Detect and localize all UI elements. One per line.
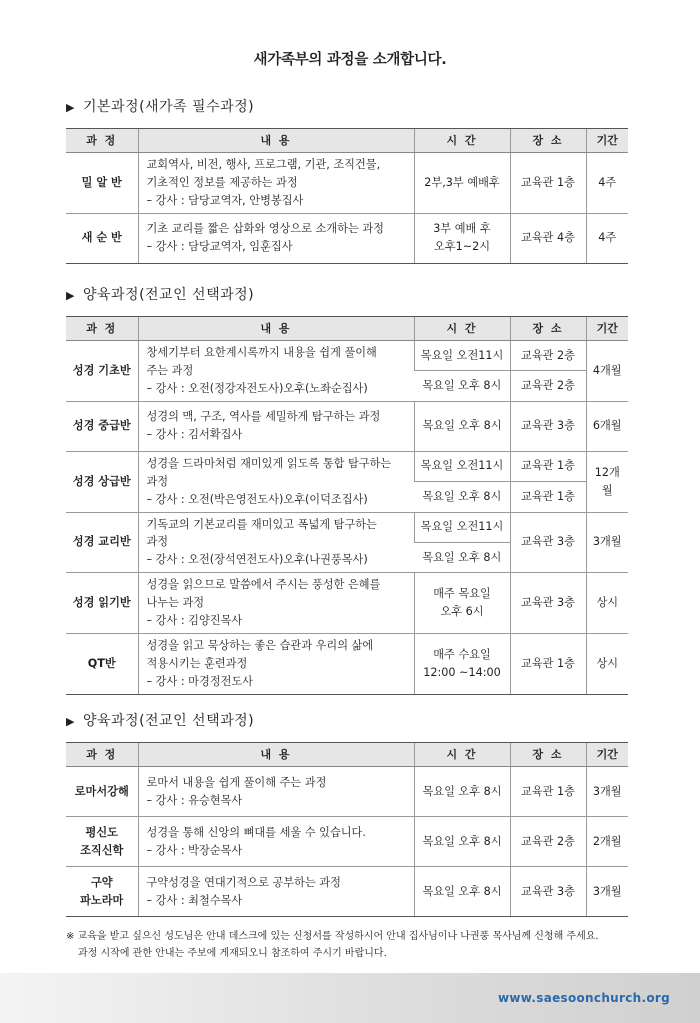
course-place: 교육관 3층 bbox=[510, 867, 586, 917]
table-header-row bbox=[66, 129, 628, 153]
elective-course-table bbox=[66, 742, 628, 917]
course-time: 2부,3부 예배후 bbox=[414, 153, 510, 214]
footer-band bbox=[0, 973, 700, 1023]
table-row bbox=[66, 213, 628, 263]
course-period: 4주 bbox=[586, 153, 628, 214]
triangle-bullet-icon: ▶ bbox=[66, 101, 75, 114]
course-description: 성경의 맥, 구조, 역사를 세밀하게 탐구하는 과정 – 강사 : 김서확집사 bbox=[138, 401, 414, 451]
table-row bbox=[66, 767, 628, 817]
course-time: 목요일 오전11시 bbox=[414, 512, 510, 542]
table-row bbox=[66, 512, 628, 542]
header-place: 장 소 bbox=[510, 317, 586, 341]
course-place: 교육관 3층 bbox=[510, 401, 586, 451]
course-period: 3개월 bbox=[586, 767, 628, 817]
footnote-line: 과정 시작에 관한 안내는 주보에 게재되오니 참조하여 주시기 바랍니다. bbox=[78, 948, 387, 959]
course-time: 목요일 오후 8시 bbox=[414, 542, 510, 572]
table-header-row bbox=[66, 743, 628, 767]
course-place: 교육관 2층 bbox=[510, 341, 586, 371]
table-row bbox=[66, 451, 628, 481]
course-time: 목요일 오전11시 bbox=[414, 451, 510, 481]
table-row bbox=[66, 573, 628, 634]
course-time: 목요일 오전11시 bbox=[414, 341, 510, 371]
course-period: 3개월 bbox=[586, 512, 628, 573]
section-title-text: 기본과정(새가족 필수과정) bbox=[82, 99, 255, 115]
header-period: 기간 bbox=[586, 743, 628, 767]
header-place: 장 소 bbox=[510, 743, 586, 767]
page-title: 새가족부의 과정을 소개합니다. bbox=[253, 52, 447, 68]
header-period: 기간 bbox=[586, 317, 628, 341]
table-row bbox=[66, 401, 628, 451]
header-content: 내 용 bbox=[138, 743, 414, 767]
course-name: QT반 bbox=[66, 634, 138, 695]
course-description: 성경을 통해 신앙의 뼈대를 세울 수 있습니다. – 강사 : 박장순목사 bbox=[138, 817, 414, 867]
course-description: 구약성경을 연대기적으로 공부하는 과정 – 강사 : 최철수목사 bbox=[138, 867, 414, 917]
course-time: 매주 목요일 오후 6시 bbox=[414, 573, 510, 634]
footnote bbox=[66, 928, 646, 962]
course-place: 교육관 1층 bbox=[510, 482, 586, 512]
course-period: 4주 bbox=[586, 213, 628, 263]
section-title-text: 양육과정(전교인 선택과정) bbox=[82, 713, 255, 729]
course-name: 성경 중급반 bbox=[66, 401, 138, 451]
course-name: 밀 알 반 bbox=[66, 153, 138, 214]
course-description: 로마서 내용을 쉽게 풀이해 주는 과정 – 강사 : 유승현목사 bbox=[138, 767, 414, 817]
course-time: 매주 수요일 12:00 ~14:00 bbox=[414, 634, 510, 695]
course-description: 성경을 읽고 묵상하는 좋은 습관과 우리의 삶에 적용시키는 훈련과정 – 강사 : 마경정전도사 bbox=[138, 634, 414, 695]
course-time: 목요일 오후 8시 bbox=[414, 401, 510, 451]
course-name: 평신도 조직신학 bbox=[66, 817, 138, 867]
course-name: 로마서강해 bbox=[66, 767, 138, 817]
course-time: 목요일 오후 8시 bbox=[414, 867, 510, 917]
table-row bbox=[66, 341, 628, 371]
course-place: 교육관 3층 bbox=[510, 573, 586, 634]
course-time: 목요일 오후 8시 bbox=[414, 371, 510, 401]
header-course: 과 정 bbox=[66, 317, 138, 341]
course-period: 4개월 bbox=[586, 341, 628, 402]
table-row bbox=[66, 867, 628, 917]
course-period: 상시 bbox=[586, 573, 628, 634]
course-description: 성경을 읽으므로 말씀에서 주시는 풍성한 은혜를 나누는 과정 – 강사 : 김양진목사 bbox=[138, 573, 414, 634]
course-name: 성경 상급반 bbox=[66, 451, 138, 512]
course-name: 구약 파노라마 bbox=[66, 867, 138, 917]
course-name: 성경 교리반 bbox=[66, 512, 138, 573]
course-place: 교육관 1층 bbox=[510, 451, 586, 481]
table-row bbox=[66, 634, 628, 695]
header-content: 내 용 bbox=[138, 317, 414, 341]
header-period: 기간 bbox=[586, 129, 628, 153]
nurture-course-table bbox=[66, 316, 628, 695]
table-row bbox=[66, 153, 628, 214]
course-period: 6개월 bbox=[586, 401, 628, 451]
course-description: 창세기부터 요한계시록까지 내용을 쉽게 풀이해 주는 과정 – 강사 : 오전(정강자전도사)오후(노좌순집사) bbox=[138, 341, 414, 402]
course-description: 성경을 드라마처럼 재미있게 읽도록 통합 탐구하는 과정 – 강사 : 오전(박은영전도사)오후(이덕조집사) bbox=[138, 451, 414, 512]
section-title-elective bbox=[66, 710, 254, 730]
header-time: 시 간 bbox=[414, 743, 510, 767]
website-link[interactable]: www.saesoonchurch.org bbox=[498, 991, 670, 1005]
header-course: 과 정 bbox=[66, 743, 138, 767]
course-description: 기독교의 기본교리를 재미있고 폭넓게 탐구하는 과정 – 강사 : 오전(장석연전도사)오후(나권풍목사) bbox=[138, 512, 414, 573]
header-time: 시 간 bbox=[414, 317, 510, 341]
course-place: 교육관 2층 bbox=[510, 371, 586, 401]
course-description: 교회역사, 비전, 행사, 프로그램, 기관, 조직건물, 기초적인 정보를 제공하는 과정 – 강사 : 담당교역자, 안병봉집사 bbox=[138, 153, 414, 214]
course-time: 목요일 오후 8시 bbox=[414, 817, 510, 867]
course-time: 3부 예배 후 오후1~2시 bbox=[414, 213, 510, 263]
course-period: 3개월 bbox=[586, 867, 628, 917]
course-place: 교육관 1층 bbox=[510, 634, 586, 695]
triangle-bullet-icon: ▶ bbox=[66, 289, 75, 302]
course-name: 성경 읽기반 bbox=[66, 573, 138, 634]
course-place: 교육관 2층 bbox=[510, 817, 586, 867]
triangle-bullet-icon: ▶ bbox=[66, 715, 75, 728]
table-header-row bbox=[66, 317, 628, 341]
section-title-text: 양육과정(전교인 선택과정) bbox=[82, 287, 255, 303]
course-period: 상시 bbox=[586, 634, 628, 695]
course-place: 교육관 1층 bbox=[510, 153, 586, 214]
section-title-nurture bbox=[66, 284, 254, 304]
footnote-line: ※ 교육을 받고 싶으신 성도님은 안내 데스크에 있는 신청서를 작성하시어 안내 집사님이나 나권풍 목사님께 신청해 주세요. bbox=[66, 931, 599, 942]
course-name: 새 순 반 bbox=[66, 213, 138, 263]
section-title-basic bbox=[66, 96, 254, 116]
course-time: 목요일 오후 8시 bbox=[414, 482, 510, 512]
course-place: 교육관 4층 bbox=[510, 213, 586, 263]
header-time: 시 간 bbox=[414, 129, 510, 153]
header-content: 내 용 bbox=[138, 129, 414, 153]
course-name: 성경 기초반 bbox=[66, 341, 138, 402]
table-row bbox=[66, 817, 628, 867]
header-course: 과 정 bbox=[66, 129, 138, 153]
course-period: 12개월 bbox=[586, 451, 628, 512]
course-place: 교육관 1층 bbox=[510, 767, 586, 817]
course-period: 2개월 bbox=[586, 817, 628, 867]
basic-course-table bbox=[66, 128, 628, 264]
course-description: 기초 교리를 짧은 삽화와 영상으로 소개하는 과정 – 강사 : 담당교역자, 임훈집사 bbox=[138, 213, 414, 263]
course-place: 교육관 3층 bbox=[510, 512, 586, 573]
header-place: 장 소 bbox=[510, 129, 586, 153]
course-time: 목요일 오후 8시 bbox=[414, 767, 510, 817]
